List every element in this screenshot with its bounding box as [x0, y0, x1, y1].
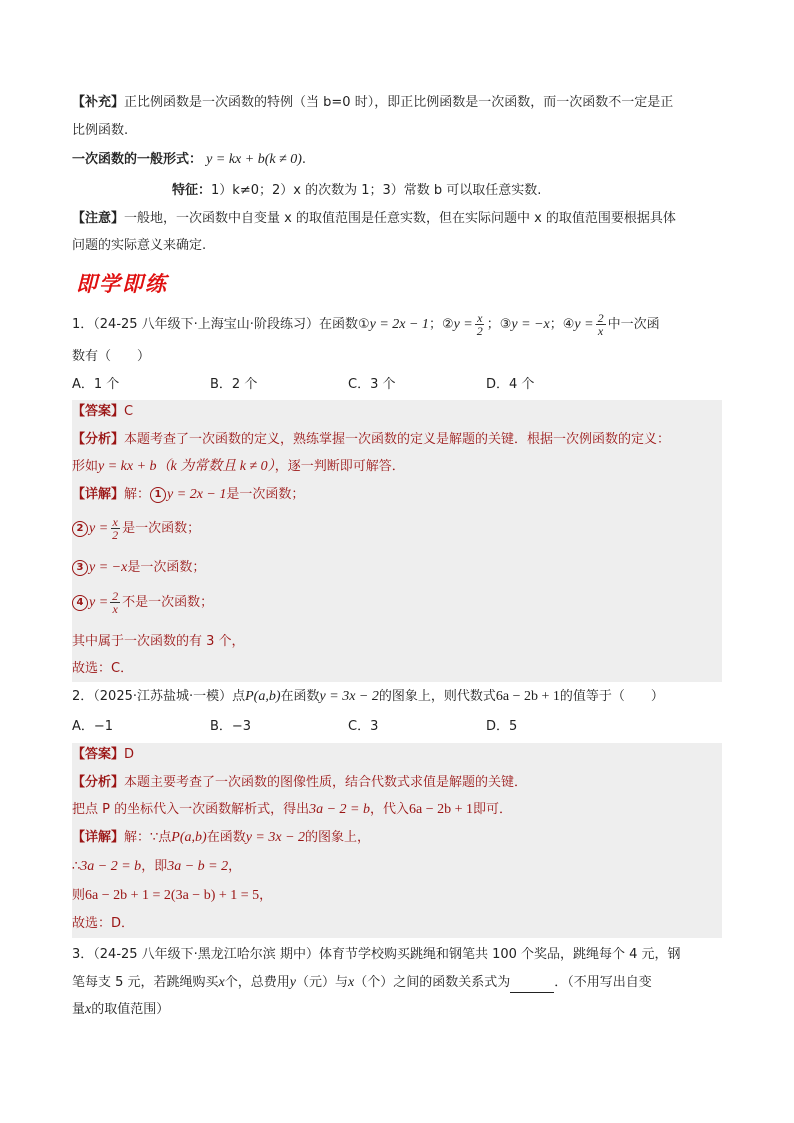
- q3-answer-blank[interactable]: [510, 978, 554, 993]
- supplement-text-2: 比例函数.: [72, 123, 129, 138]
- q1-func-3: y = −x: [511, 317, 550, 332]
- q3-line-3: [72, 1000, 169, 1020]
- section-title: 即学即练: [76, 272, 168, 296]
- q1-analysis-2-formula: y = kx + b: [98, 459, 157, 474]
- q1-func-2-den: 2: [476, 324, 483, 338]
- q1-func-4-fraction: [596, 312, 606, 337]
- note-tag: 【注意】: [72, 211, 125, 226]
- q2-detail-lead: 解：∵点: [124, 830, 172, 845]
- q1-option-d: D．4 个: [486, 377, 535, 392]
- q1-func-1: y = 2x − 1: [369, 317, 429, 332]
- q2-analysis-2-mid: ，代入: [370, 802, 410, 817]
- note-text-1: 一般地，一次函数中自变量 x 的取值范围是任意实数，但在实际问题中 x 的取值范围要根据具体: [124, 211, 676, 226]
- q1-analysis-tag: 【分析】: [72, 432, 125, 447]
- q2-detail-point: P(a,b): [171, 830, 207, 845]
- q2-step2-mid: ，即: [141, 859, 168, 874]
- q3-line-1: 3．（24-25 八年级下·黑龙江哈尔滨 期中）体育节学校购买跳绳和钢笔共 100 个奖品，跳绳每个 4 元，钢: [72, 947, 681, 962]
- q1-analysis-2-prefix: 形如: [72, 459, 99, 474]
- q2-answer-line: [72, 745, 134, 765]
- q2-detail-mid: 在函数: [206, 830, 246, 845]
- q3-line-2: [72, 973, 652, 993]
- q2-option-d: D．5: [486, 719, 518, 734]
- q2-detail-line-1: [72, 828, 370, 848]
- q2-stem-suffix: 的值等于（ ）: [559, 689, 664, 704]
- supplement-line-2: [72, 121, 128, 141]
- q3-var-x-1: x: [218, 975, 225, 990]
- q2-stem-prefix: 2．（2025·江苏盐城·一模）点: [72, 689, 246, 704]
- q2-answer: D: [124, 747, 135, 762]
- q2-option-b: B．−3: [210, 719, 252, 734]
- q1-analysis-1: 本题考查了一次函数的定义，熟练掌握一次函数的定义是解题的关键．根据一次例函数的定义：: [124, 432, 671, 447]
- q1-detail-tag: 【详解】: [72, 487, 125, 502]
- q1-func-4-left: y =: [574, 317, 594, 332]
- q2-analysis-2-eq: 3a − 2 = b: [309, 802, 371, 817]
- q2-detail-line-2: [72, 857, 241, 877]
- q2-detail-func: y = 3x − 2: [245, 830, 306, 845]
- general-form-label: 一次函数的一般形式：: [72, 152, 203, 167]
- general-form-formula: y = kx + b(k ≠ 0): [206, 152, 302, 167]
- q2-step3-suffix: ，: [259, 888, 273, 903]
- q2-step2-eq2: 3a − b = 2: [167, 859, 229, 874]
- q2-step3-eq: 6a − 2b + 1 = 2(3a − b) + 1 = 5: [85, 888, 260, 903]
- q1-answer: C: [124, 404, 134, 419]
- q2-analysis-line-2: [72, 800, 512, 820]
- q2-detail-tag: 【详解】: [72, 830, 125, 845]
- q1-detail-line-2: [72, 516, 200, 542]
- q2-analysis-tag: 【分析】: [72, 775, 125, 790]
- q1-stem-suffix: 中一次函: [607, 317, 660, 332]
- q3-line2-c: 个，总费用: [224, 975, 290, 990]
- q1-detail-3-text: 是一次函数；: [127, 560, 206, 575]
- q2-step3-prefix: 则: [72, 888, 86, 903]
- q1-detail-line-3: [72, 558, 205, 578]
- q1-detail-4-num: 2: [112, 589, 119, 603]
- q1-detail-2-num: x: [112, 515, 118, 529]
- circled-3-icon: 3: [72, 560, 88, 576]
- q1-option-c: C．3 个: [348, 377, 396, 392]
- q2-step2-prefix: ∴: [72, 859, 81, 874]
- q3-line2-a: 笔每支 5 元，若跳绳购买: [72, 975, 219, 990]
- general-form-line: [72, 150, 306, 170]
- supplement-line-1: [72, 93, 673, 113]
- q2-expr: 6a − 2b + 1: [495, 689, 560, 704]
- q1-func-2-fraction: [475, 312, 485, 337]
- note-line-2: [72, 236, 206, 256]
- q1-stem-prefix: 1．（24-25 八年级下·上海宝山·阶段练习）在函数: [72, 317, 358, 332]
- q2-analysis-2-suffix: 即可．: [473, 802, 513, 817]
- q1-detail-line-4: [72, 590, 213, 616]
- q1-detail-1-text: 是一次函数；: [226, 487, 305, 502]
- supplement-tag: 【补充】: [72, 95, 125, 110]
- q1-analysis-line-2: [72, 457, 405, 477]
- q2-func: y = 3x − 2: [319, 689, 379, 704]
- q2-answer-tag: 【答案】: [72, 747, 125, 762]
- q2-choose-line: 故选：D．: [72, 916, 135, 931]
- q1-func-4-den: x: [597, 324, 604, 338]
- q2-detail-suffix: 的图象上，: [305, 830, 371, 845]
- q2-option-c: C．3: [348, 719, 379, 734]
- q1-detail-4-text: 不是一次函数；: [122, 595, 214, 610]
- q3-var-y: y: [289, 975, 296, 990]
- q1-func-4-num: 2: [597, 311, 604, 325]
- q3-line2-h: ．（不用写出自变: [554, 975, 652, 990]
- q2-stem-mid2: 的图象上，则代数式: [378, 689, 496, 704]
- q1-detail-line-1: [72, 485, 304, 505]
- q3-line3-a: 量: [72, 1002, 86, 1017]
- q1-detail-lead: 解：: [124, 487, 151, 502]
- q1-stem-line-1: 1．（24-25 八年级下·上海宝山·阶段练习）在函数①y = 2x − 1；②y = $\frac{x}{2}$ ；③y = −x；④y = $\frac{2}{x}$ 中一次函: [72, 311, 660, 338]
- features-line: [172, 181, 541, 201]
- q1-stem-line2-text: 数有（ ）: [72, 349, 151, 364]
- general-form-end: .: [301, 152, 307, 167]
- q1-choose-line: 故选：C．: [72, 661, 134, 676]
- q1-detail-2-fraction: [110, 516, 120, 541]
- q1-detail-2-left: y =: [89, 521, 109, 536]
- q1-detail-3-formula: y = −x: [89, 560, 128, 575]
- note-line-1: [72, 209, 676, 229]
- q1-func-2-left: y =: [453, 317, 473, 332]
- q2-analysis-line-1: [72, 773, 527, 793]
- q2-analysis-2-expr: 6a − 2b + 1: [409, 802, 474, 817]
- q1-detail-4-left: y =: [89, 595, 109, 610]
- q2-option-a: A．−1: [72, 719, 114, 734]
- q2-detail-line-3: [72, 886, 272, 906]
- q2-analysis-2-prefix: 把点 P 的坐标代入一次函数解析式，得出: [72, 802, 310, 817]
- q1-analysis-line-1: [72, 430, 670, 450]
- circled-4-icon: 4: [72, 595, 88, 611]
- q1-count-line: 其中属于一次函数的有 3 个，: [72, 634, 245, 649]
- q3-var-x-3: x: [85, 1002, 92, 1017]
- q3-line3-c: 的取值范围）: [91, 1002, 170, 1017]
- note-text-2: 问题的实际意义来确定.: [72, 238, 207, 253]
- q1-answer-tag: 【答案】: [72, 404, 125, 419]
- q1-option-a: A．1 个: [72, 377, 120, 392]
- q2-point: P(a,b): [245, 689, 281, 704]
- features-label: 特征：: [172, 183, 212, 198]
- q3-line2-e: （元）与: [296, 975, 349, 990]
- q1-analysis-2-mid: （k 为常数且 k ≠ 0）: [156, 459, 275, 474]
- q1-analysis-2-suffix: ，逐一判断即可解答．: [274, 459, 405, 474]
- q2-step2-suffix: ，: [228, 859, 242, 874]
- circled-2-icon: 2: [72, 521, 88, 537]
- circled-1-icon: 1: [150, 487, 166, 503]
- supplement-text-1: 正比例函数是一次函数的特例（当 b=0 时），即正比例函数是一次函数，而一次函数不一定是正: [124, 95, 674, 110]
- q1-answer-line: [72, 402, 133, 422]
- q1-detail-4-fraction: [110, 590, 120, 615]
- q2-stem-mid: 在函数: [280, 689, 320, 704]
- q3-var-x-2: x: [348, 975, 355, 990]
- q2-step2-eq1: 3a − 2 = b: [80, 859, 142, 874]
- q1-option-b: B．2 个: [210, 377, 258, 392]
- features-text: 1）k≠0；2）x 的次数为 1；3）常数 b 可以取任意实数.: [211, 183, 542, 198]
- q1-detail-2-text: 是一次函数；: [122, 521, 201, 536]
- q2-stem: [72, 687, 664, 707]
- q3-line2-g: （个）之间的函数关系式为: [354, 975, 511, 990]
- q1-func-2-num: x: [477, 311, 483, 325]
- q2-analysis-1: 本题主要考查了一次函数的图像性质，结合代数式求值是解题的关键．: [124, 775, 528, 790]
- q1-detail-1-formula: y = 2x − 1: [167, 487, 227, 502]
- q1-detail-4-den: x: [112, 602, 118, 616]
- q1-stem-line-2: [72, 347, 150, 367]
- q1-detail-2-den: 2: [112, 528, 119, 542]
